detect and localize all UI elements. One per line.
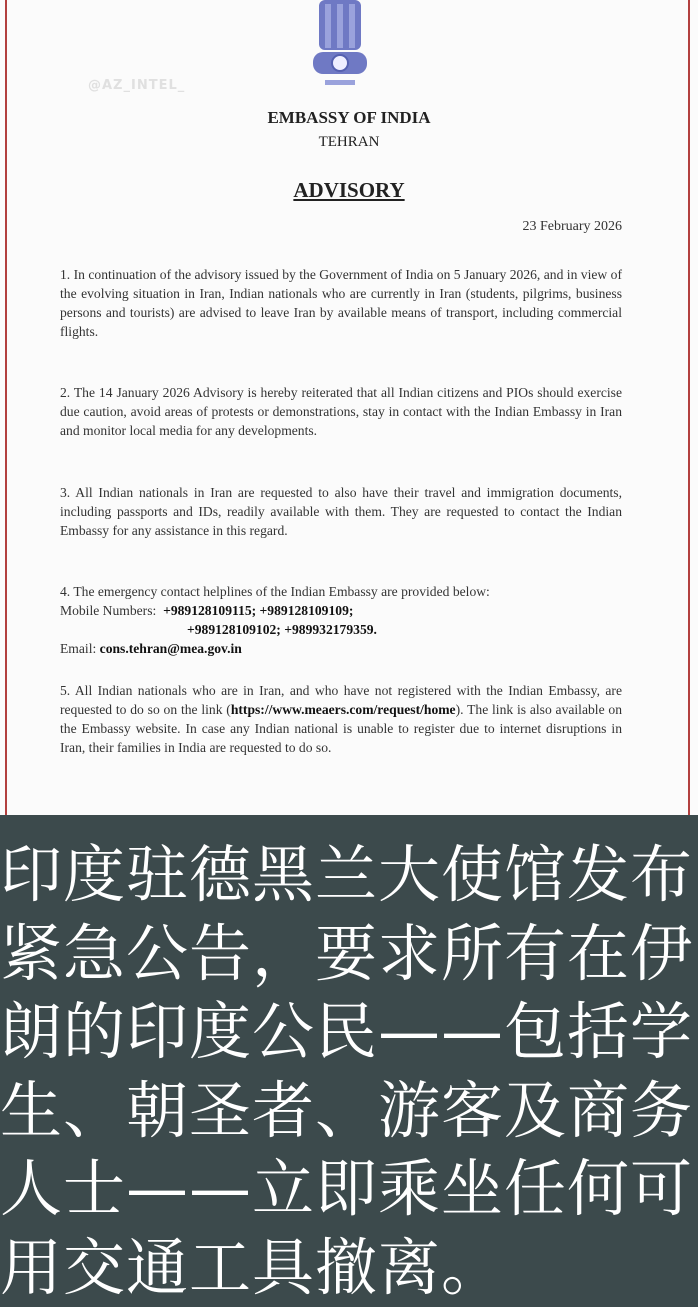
paragraph-2: 2. The 14 January 2026 Advisory is hereby reiterated that all Indian citizens and PIOs should exercise due caution, avoid areas of protests or demonstrations, stay in contact with the Indian Embassy in Iran and monitor local media for any developments. xyxy=(60,385,622,438)
mobile-label: Mobile Numbers: xyxy=(60,603,157,618)
advisory-date: 23 February 2026 xyxy=(522,219,622,234)
watermark: @AZ_INTEL_ xyxy=(88,78,186,93)
national-emblem-icon xyxy=(307,0,373,92)
email-address: cons.tehran@mea.gov.in xyxy=(99,641,242,656)
embassy-name: EMBASSY OF INDIA xyxy=(267,108,431,127)
email-label: Email: xyxy=(60,641,97,656)
paragraph-4 xyxy=(60,582,622,658)
helplines-intro: 4. The emergency contact helplines of the Indian Embassy are provided below: xyxy=(60,584,490,599)
registration-link[interactable]: https://www.meaers.com/request/home xyxy=(230,702,456,717)
mobile-numbers-1: +989128109115; +989128109109; xyxy=(163,603,354,618)
chinese-caption: 印度驻德黑兰大使馆发布 紧急公告，要求所有在伊 朗的印度公民——包括学 生、朝圣者、游客及商务 人士——立即乘坐任何可 用交通工具撤离。 xyxy=(0,838,694,1304)
advisory-title: ADVISORY xyxy=(293,178,405,202)
paragraph-3: 3. All Indian nationals in Iran are requested to also have their travel and immigration documents, including passports and IDs, readily available with them. They are requested to contact the Indian Embassy for any assistance in this regard. xyxy=(60,485,622,538)
paragraph-1: 1. In continuation of the advisory issued by the Government of India on 5 January 2026, and in view of the evolving situation in Iran, Indian nationals who are currently in Iran (students, pilgrims, business persons and tourists) are advised to leave Iran by available means of transport, including commercial flights. xyxy=(60,267,622,339)
embassy-city: TEHRAN xyxy=(318,134,380,150)
paragraph-5: 5. All Indian nationals who are in Iran, and who have not registered with the Indian Embassy, are requested to do so on the link (https://www.meaers.com/request/home). The link is also available on the Embassy website. In case any Indian national is unable to register due to internet disruptions in Iran, their families in India are requested to do so. xyxy=(60,683,622,755)
mobile-numbers-2: +989128109102; +989932179359. xyxy=(187,622,377,637)
